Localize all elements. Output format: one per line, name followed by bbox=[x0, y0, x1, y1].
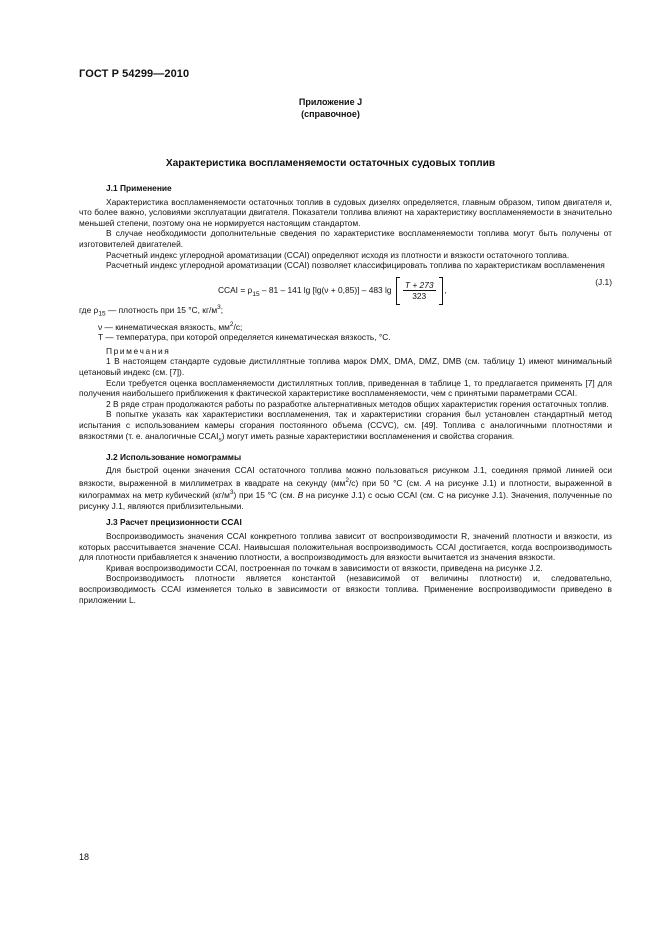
page-title: Характеристика воспламеняемости остаточных судовых топлив bbox=[165, 158, 496, 169]
section-heading: J.3 Расчет прецизионности CCAI bbox=[106, 517, 242, 528]
legend-item bbox=[79, 303, 612, 320]
document-header: ГОСТ Р 54299—2010 bbox=[79, 68, 190, 80]
body-text bbox=[79, 183, 612, 605]
para-sup: 2 bbox=[345, 477, 349, 484]
appendix-type: (справочное) bbox=[301, 109, 360, 119]
para-text: ) при 15 °С (см. bbox=[233, 490, 298, 501]
section-heading: J.2 Использование номограммы bbox=[106, 451, 242, 462]
appendix-label: Приложение J bbox=[298, 97, 363, 107]
legend-text: ν — кинематическая вязкость, мм bbox=[98, 321, 230, 332]
note bbox=[79, 409, 612, 445]
formula-legend bbox=[79, 303, 612, 343]
para-italic: B bbox=[297, 490, 304, 501]
para-sup: 3 bbox=[229, 489, 234, 497]
formula-denominator: 323 bbox=[412, 291, 427, 302]
formula-lhs: CCAI = ρ bbox=[218, 284, 253, 295]
para-text: на рисунке J.1) и плотности, выраженной в килограммах на метр кубический (кг/м bbox=[79, 477, 612, 501]
formula-fraction bbox=[396, 277, 443, 305]
para-text: Для быстрой оценки значения CCAI остаточного топлива можно пользоваться рисунком J.1, соединяя прямой линией оси вязкости, выраженной в миллиметрах в квадрате на секунду (мм bbox=[79, 465, 612, 488]
paragraph: В случае необходимости дополнительные сведения по характеристике воспламеняемости топлива могут быть получены от изготовителей двигателей. bbox=[79, 228, 612, 249]
legend-item bbox=[79, 320, 612, 332]
note: 2 В ряде стран продолжаются работы по разработке альтернативных методов общих характеристик горения остаточных топлив. bbox=[106, 398, 609, 409]
note-text: В попытке указать как характеристики воспламенения, так и характеристики сгорания был установлен стандартный метод испытания с использованием камеры сгорания постоянного объема (CCVC), см. [49]. Топлива с аналогичными плотностями и вязкостями (т. е. аналогичные CCAI bbox=[79, 409, 612, 441]
legend-text: — плотность при 15 °С, кг/м bbox=[105, 304, 218, 315]
equation-number: (J.1) bbox=[595, 276, 612, 287]
para-italic: A bbox=[425, 477, 431, 488]
para-text: на рисунке J.1) с осью CCAI (см. C на рисунке J.1). Значения, полученные по рисунку J.1, являются приблизительными. bbox=[79, 490, 612, 511]
note-text: ) могут иметь разные характеристики воспламенения и свойства сгорания. bbox=[221, 430, 515, 441]
formula-ccai bbox=[79, 271, 612, 303]
legend-text: ; bbox=[220, 304, 224, 315]
section-heading: J.1 Применение bbox=[106, 183, 172, 193]
legend-sup: 3 bbox=[217, 303, 221, 311]
legend-sub: 15 bbox=[98, 310, 106, 318]
page-number: 18 bbox=[79, 852, 90, 862]
legend-text: где ρ bbox=[79, 304, 99, 315]
legend-text: /с; bbox=[233, 321, 243, 332]
note: 1 В настоящем стандарте судовые дистиллятные топлива марок DMX, DMA, DMZ, DMB (см. таблицу 1) имеют минимальный цетановый индекс (см. [7]). bbox=[79, 356, 612, 377]
paragraph: Воспроизводимость значения CCAI конкретного топлива зависит от воспроизводимости R, значений плотности и вязкости, из которых рассчитывается значение CCAI. Наивысшая положительная воспроизводимость CCAI достигается, когда воспроизводимость для плотности прибавляется к значению плотности, а воспроизводимость для вязкости вычитается из значения вязкости. bbox=[79, 530, 612, 563]
formula-expression bbox=[218, 277, 447, 305]
note: Если требуется оценка воспламеняемости дистиллятных топлив, приведенная в таблице 1, то предлагается применять [7] для получения наибольшего приближения к фактической характеристике воспламеняемости, чем с принятыми параметрами CCAI. bbox=[79, 377, 612, 399]
formula-lhs-sub: 15 bbox=[252, 290, 260, 298]
formula-numerator: T + 273 bbox=[404, 279, 434, 290]
notes-heading: Примечания bbox=[106, 345, 171, 356]
paragraph: Характеристика воспламеняемости остаточных топлив в судовых дизелях определяется, главным образом, типом двигателя и, что более важно, условиями эксплуатации двигателя. Показатели топлива влияют на характеристику воспламеняемости в значительно меньшей степени, поэтому она не нормируется настоящим стандартом. bbox=[79, 196, 612, 228]
formula-tail: , bbox=[444, 284, 447, 295]
paragraph: Воспроизводимость плотности является константой (независимой от величины плотности) и, следовательно, воспроизводимость CCAI изменяется только в зависимости от вязкости топлива. Применение воспроизводимости приведено в приложении L. bbox=[79, 573, 612, 605]
note-sub: s bbox=[218, 436, 222, 444]
legend-sup: 2 bbox=[229, 320, 234, 328]
para-text: /с) при 50 °С (см. bbox=[348, 477, 426, 488]
paragraph bbox=[79, 465, 612, 511]
legend-item: T — температура, при которой определяется кинематическая вязкость, °С. bbox=[98, 332, 391, 343]
formula-mid: – 81 – 141 lg [lg(ν + 0,85)] – 483 lg bbox=[259, 284, 392, 295]
paragraph: Кривая воспроизводимости CCAI, построенная по точкам в зависимости от вязкости, приведена на рисунке J.2. bbox=[106, 562, 543, 573]
paragraph: Расчетный индекс углеродной ароматизации (CCAI) определяют исходя из плотности и вязкости остаточного топлива. bbox=[106, 249, 570, 260]
paragraph: Расчетный индекс углеродной ароматизации (CCAI) позволяет классифицировать топлива по характеристикам воспламенения bbox=[106, 260, 605, 271]
